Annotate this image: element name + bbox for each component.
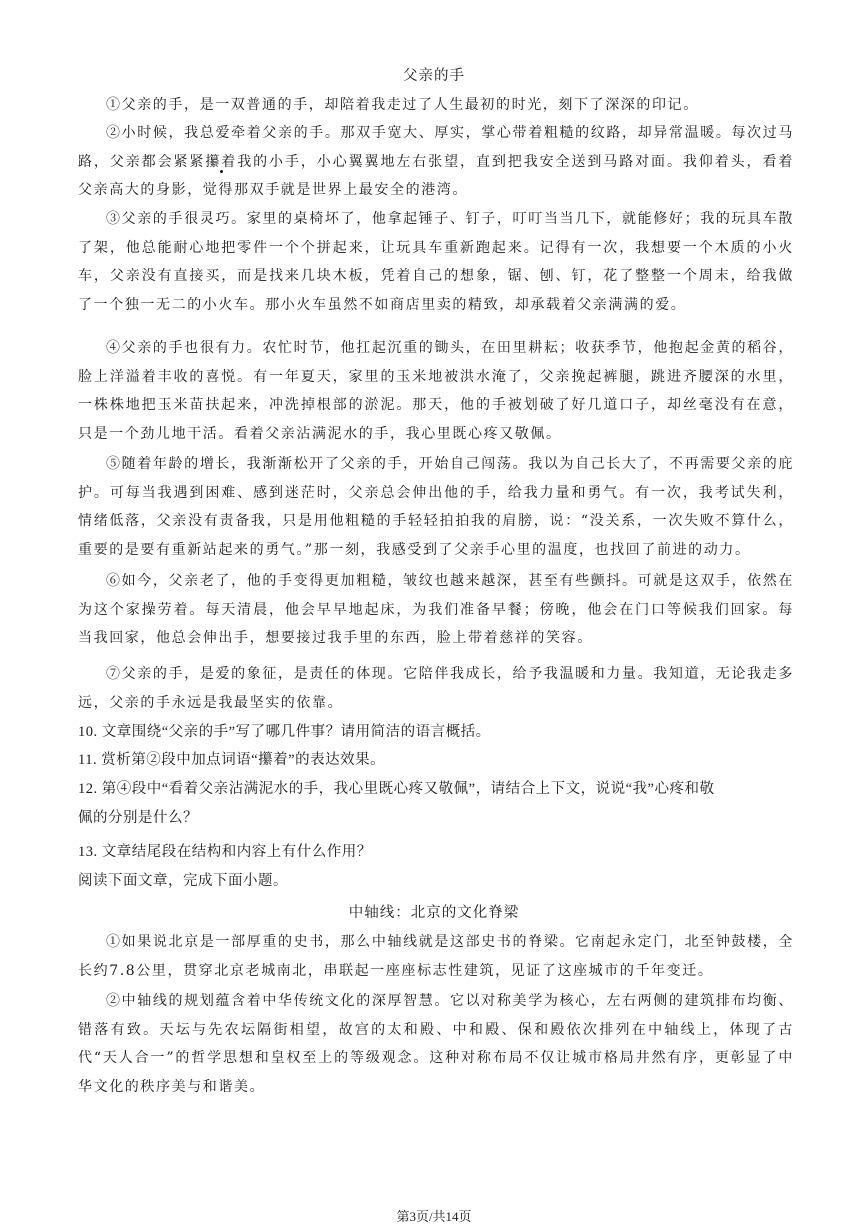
paragraph-7: ⑦父亲的手，是爱的象征，是责任的体现。它陪伴我成长，给予我温暖和力量。我知道，无论我走多远，父亲的手永远是我最坚实的依靠。	[78, 666, 794, 711]
question-13: 13. 文章结尾段在结构和内容上有什么作用？	[78, 844, 372, 860]
article-title: 父亲的手	[403, 68, 465, 84]
question-12: 12. 第④段中“看着父亲沾满泥水的手，我心里既心疼又敬佩”，请结合上下文，说说“我”心疼和敬佩的分别是什么？	[78, 781, 715, 826]
paragraph-4: ④父亲的手也很有力。农忙时节，他扛起沉重的锄头，在田里耕耘；收获季节，他抱起金黄的稻谷，脸上洋溢着丰收的喜悦。有一年夏天，家里的玉米地被洪水淹了，父亲挽起裤腿，跳进齐腰深的水里，一株株地把玉米苗扶起来，冲洗掉根部的淤泥。那天，他的手被划破了好几道口子，却丝毫没有在意，只是一个劲儿地干活。看着父亲沾满泥水的手，我心里既心疼又敬佩。	[78, 340, 794, 442]
emphasized-word: 攥着	[205, 153, 238, 170]
paragraph-3: ③父亲的手很灵巧。家里的桌椅坏了，他拿起锤子、钉子，叮叮当当几下，就能修好；我的玩具车散了架，他总能耐心地把零件一个个拼起来，让玩具车重新跑起来。记得有一次，我想要一个木质的小火车，父亲没有直接买，而是找来几块木板，凭着自己的想象，锯、刨、钉，花了整整一个周末，给我做了一个独一无二的小火车。那小火车虽然不如商店里卖的精致，却承载着父亲满满的爱。	[78, 211, 794, 313]
paragraph-2: ②小时候，我总爱牵着父亲的手。那双手宽大、厚实，掌心带着粗糙的纹路，却异常温暖。每次过马路，父亲都会紧紧攥着我的小手，小心翼翼地左右张望，直到把我安全送到马路对面。我仰着头，看着父亲高大的身影，觉得那双手就是世界上最安全的港湾。	[78, 125, 794, 198]
page-number: 第3页/共14页	[396, 1209, 472, 1224]
article-title-2: 中轴线：北京的文化脊梁	[348, 905, 520, 921]
question-11: 11. 赏析第②段中加点词语“攥着”的表达效果。	[78, 752, 386, 768]
paragraph-5: ⑤随着年龄的增长，我渐渐松开了父亲的手，开始自己闯荡。我以为自己长大了，不再需要父亲的庇护。可每当我遇到困难、感到迷茫时，父亲总会伸出他的手，给我力量和勇气。有一次，我考试失利，情绪低落，父亲没有责备我，只是用他粗糙的手轻轻拍拍我的肩膀，说：“没关系，一次失败不算什么，重要的是要有重新站起来的勇气。”那一刻，我感受到了父亲手心里的温度，也找回了前进的动力。	[78, 456, 794, 558]
reading-instruction: 阅读下面文章，完成下面小题。	[78, 873, 288, 889]
paragraph-2-1: ①如果说北京是一部厚重的史书，那么中轴线就是这部史书的脊梁。它南起永定门，北至钟鼓楼，全长约7.8公里，贯穿北京老城南北，串联起一座座标志性建筑，见证了这座城市的千年变迁。	[78, 934, 794, 979]
paragraph-2-2: ②中轴线的规划蕴含着中华传统文化的深厚智慧。它以对称美学为核心，左右两侧的建筑排布均衡、错落有致。天坛与先农坛隔街相望，故宫的太和殿、中和殿、保和殿依次排列在中轴线上，体现了古代“天人合一”的哲学思想和皇权至上的等级观念。这种对称布局不仅让城市格局井然有序，更彰显了中华文化的秩序美与和谐美。	[78, 993, 794, 1095]
question-10: 10. 文章围绕“父亲的手”写了哪几件事？请用简洁的语言概括。	[78, 724, 491, 740]
paragraph-1: ①父亲的手，是一双普通的手，却陪着我走过了人生最初的时光，刻下了深深的印记。	[106, 97, 699, 113]
paragraph-6: ⑥如今，父亲老了，他的手变得更加粗糙，皱纹也越来越深，甚至有些颤抖。可就是这双手，依然在为这个家操劳着。每天清晨，他会早早地起床，为我们准备早餐；傍晚，他会在门口等候我们回家。每当我回家，他总会伸出手，想要接过我手里的东西，脸上带着慈祥的笑容。	[78, 573, 794, 646]
